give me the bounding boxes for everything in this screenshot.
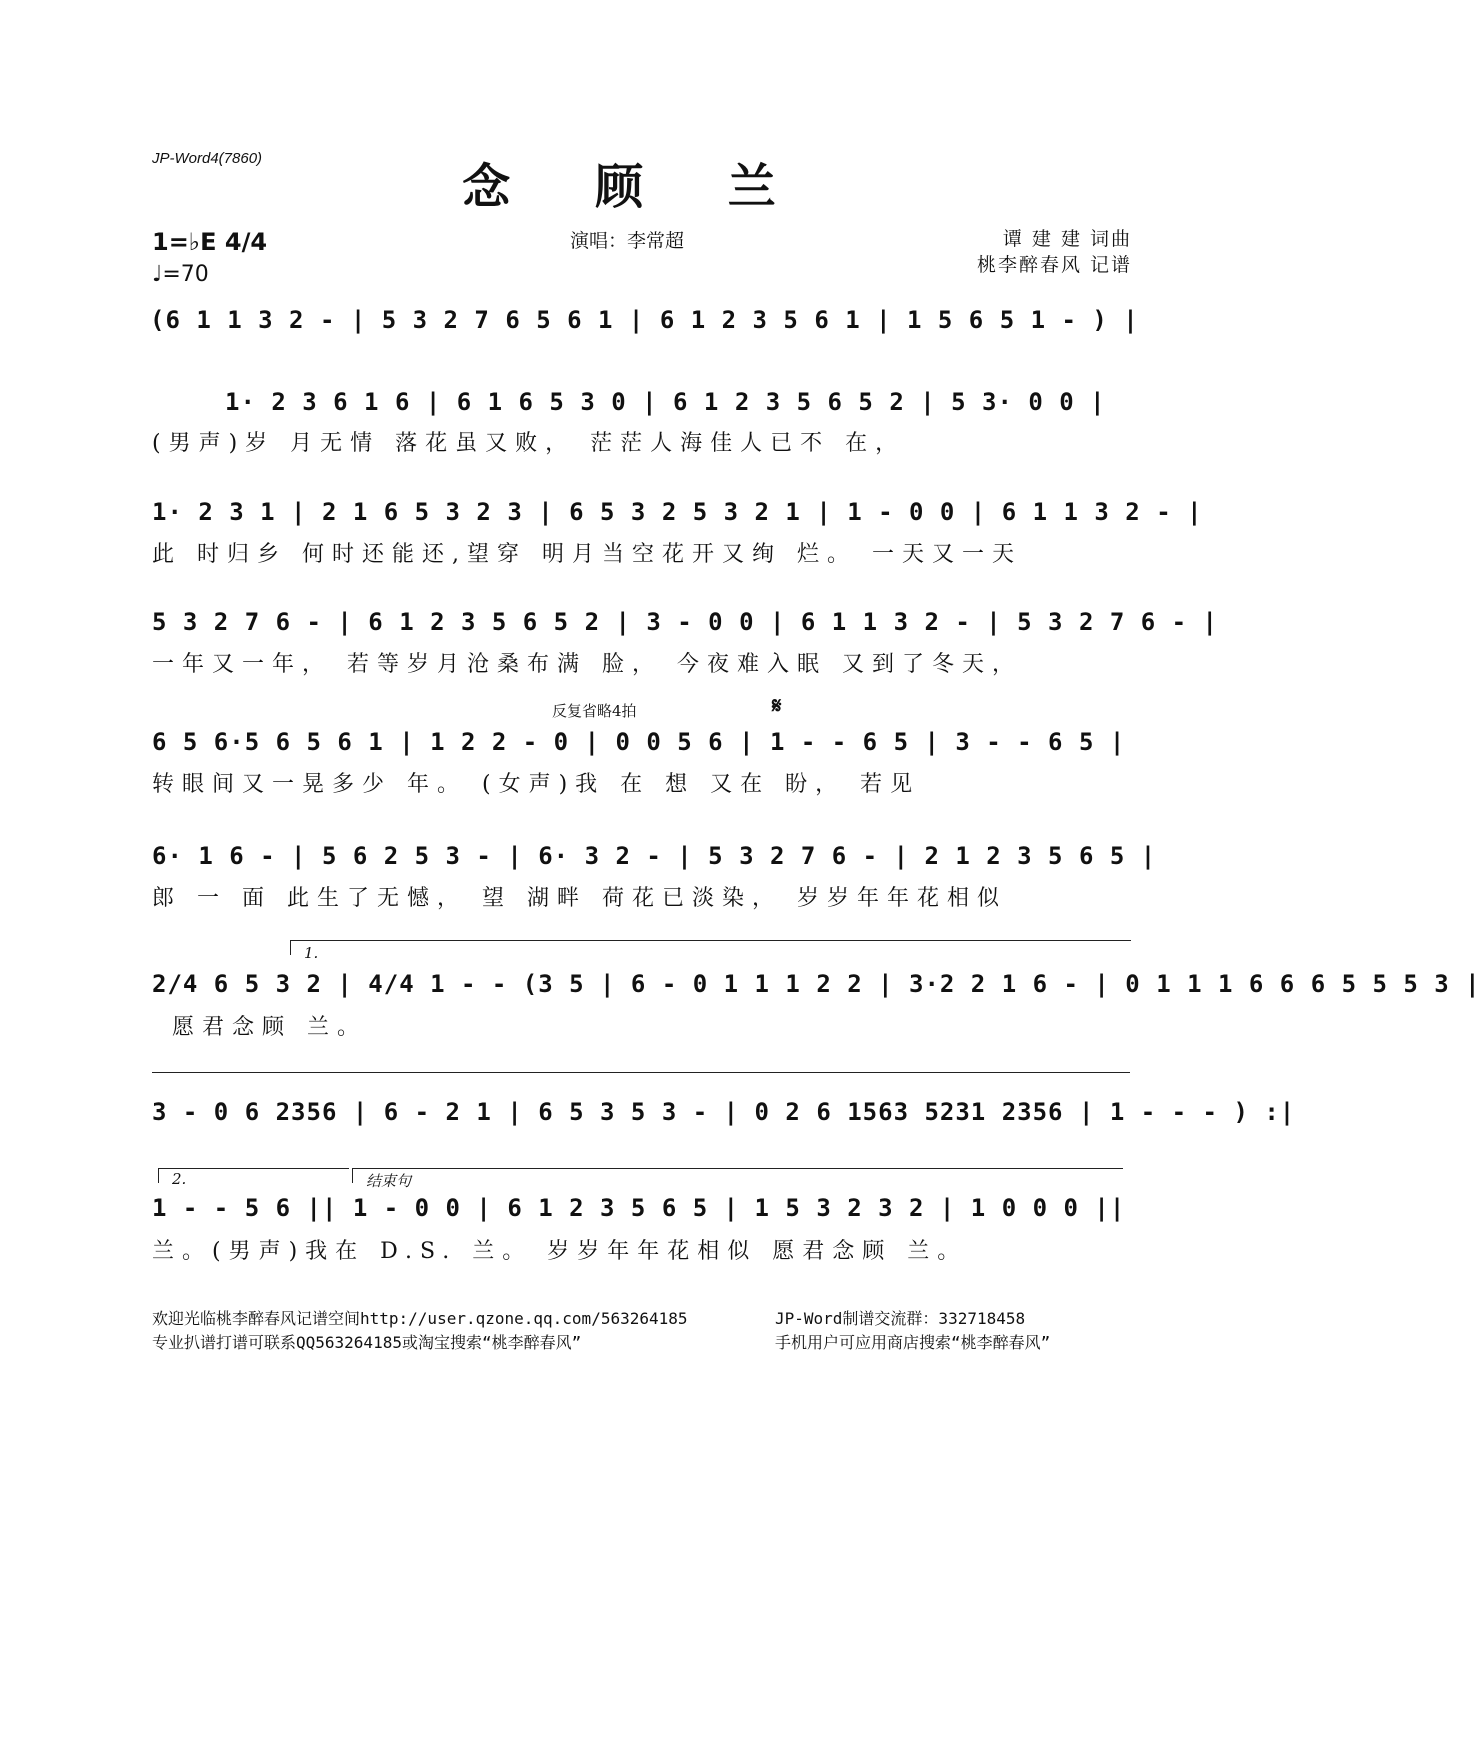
notation-line-2: 1· 2 3 6 1 6 | 6 1 6 5 3 0 | 6 1 2 3 5 6 5 2 | 5 3· 0 0 | (225, 388, 1106, 416)
notation-line-8: 3 - 0 6 2356 | 6 - 2 1 | 6 5 3 5 3 - | 0 2 6 1563 5231 2356 | 1 - - - ) :| (152, 1098, 1296, 1126)
lyrics-line-9: 兰。(男声)我在 D.S. 兰。 岁岁年年花相似 愿君念顾 兰。 (152, 1239, 968, 1264)
notation-line-3: 1· 2 3 1 | 2 1 6 5 3 2 3 | 6 5 3 2 5 3 2 1 | 1 - 0 0 | 6 1 1 3 2 - | (152, 498, 1203, 526)
notation-line-4: 5 3 2 7 6 - | 6 1 2 3 5 6 5 2 | 3 - 0 0 | 6 1 1 3 2 - | 5 3 2 7 6 - | (152, 608, 1218, 636)
song-title: 念 顾 兰 (462, 159, 810, 215)
notation-line-5: 6 5 6·5 6 5 6 1 | 1 2 2 - 0 | 0 0 5 6 | 1 - - 6 5 | 3 - - 6 5 | (152, 728, 1126, 756)
tempo-marking: ♩=70 (152, 262, 209, 287)
notation-line-9: 1 - - 5 6 || 1 - 0 0 | 6 1 2 3 5 6 5 | 1 5 3 2 3 2 | 1 0 0 0 || (152, 1194, 1126, 1222)
footer-website: 欢迎光临桃李醉春风记谱空间http://user.qzone.qq.com/563264185 (152, 1309, 688, 1328)
notation-line-7: 2/4 6 5 3 2 | 4/4 1 - - (3 5 | 6 - 0 1 1 1 2 2 | 3·2 2 1 6 - | 0 1 1 1 6 6 6 5 5 5 3 | (152, 970, 1481, 998)
lyricist-credit: 谭 建 建 词曲 (1002, 228, 1132, 250)
software-version: JP-Word4(7860) (152, 150, 263, 167)
footer-group: JP-Word制谱交流群：332718458 (775, 1309, 1026, 1328)
ending-bracket (352, 1168, 1123, 1183)
notation-line-6: 6· 1 6 - | 5 6 2 5 3 - | 6· 3 2 - | 5 3 2 7 6 - | 2 1 2 3 5 6 5 | (152, 842, 1157, 870)
ending-label: 结束句 (366, 1172, 412, 1190)
lyrics-line-4: 一年又一年， 若等岁月沧桑布满 脸， 今夜难入眠 又到了冬天， (152, 652, 1022, 677)
segno-sign: 𝄋 (772, 694, 782, 719)
footer-app: 手机用户可应用商店搜索“桃李醉春风” (775, 1333, 1051, 1352)
volta-bracket-continuation (152, 1072, 1130, 1073)
singer-credit: 演唱：李常超 (570, 230, 685, 252)
key-signature: 1=♭E 4/4 (152, 228, 268, 256)
lyrics-line-6: 郎 一 面 此生了无憾， 望 湖畔 荷花已淡染， 岁岁年年花相似 (152, 886, 1007, 911)
lyrics-line-2: (男声)岁 月无情 落花虽又败， 茫茫人海佳人已不 在， (152, 431, 906, 456)
volta-bracket-1 (290, 940, 1131, 955)
lyrics-line-5: 转眼间又一晃多少 年。 (女声)我 在 想 又在 盼， 若见 (152, 772, 921, 797)
footer-contact: 专业扒谱打谱可联系QQ563264185或淘宝搜索“桃李醉春风” (152, 1333, 582, 1352)
notation-line-1: (6 1 1 3 2 - | 5 3 2 7 6 5 6 1 | 6 1 2 3 5 6 1 | 1 5 6 5 1 - ) | (150, 306, 1139, 334)
volta-label-2: 2. (172, 1170, 187, 1188)
volta-bracket-2 (158, 1168, 349, 1183)
lyrics-line-7: 愿君念顾 兰。 (172, 1015, 367, 1040)
lyrics-line-3: 此 时归乡 何时还能还,望穿 明月当空花开又绚 烂。 一天又一天 (152, 542, 1022, 567)
repeat-annotation: 反复省略4拍 (552, 702, 637, 720)
volta-label-1: 1. (304, 944, 319, 962)
transcriber-credit: 桃李醉春风 记谱 (976, 254, 1132, 276)
